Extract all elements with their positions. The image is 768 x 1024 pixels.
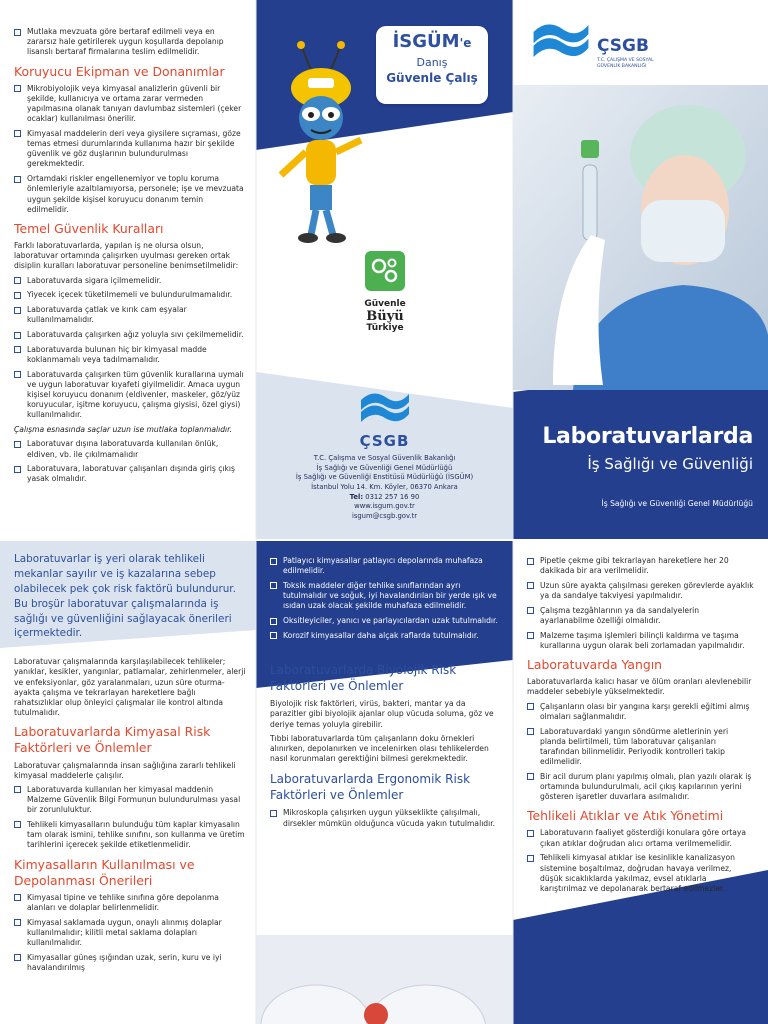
list-item: Kimyasal maddelerin deri veya giysilere sıçraması, göze temas etmesi durumlarında kullanıma hazır bir şekilde güvenlik ve göz duşlarının bulundurulması gerekmektedir. xyxy=(14,129,246,170)
ergo-heading: Laboratuvarlarda Ergonomik Risk Faktörleri ve Önlemler xyxy=(270,772,471,802)
mascot-illustration xyxy=(266,40,376,250)
contact-line: İş Sağlığı ve Güvenliği Enstitüsü Müdürlüğü (İSGÜM) xyxy=(295,473,474,482)
guvenle-line2: Büyü xyxy=(366,308,404,324)
contact-block xyxy=(256,388,513,521)
isgum-line1: Danış xyxy=(416,55,448,69)
bio-heading: Laboratuvarlarda Biyolojik Risk Faktörleri ve Önlemler xyxy=(270,662,457,693)
storage-list xyxy=(270,556,500,641)
cover-title-2: İş Sağlığı ve Güvenliği xyxy=(587,455,753,473)
lab-glassware-photo xyxy=(256,935,513,1024)
tel-label: Tel: xyxy=(349,492,364,501)
tel-value: 0312 257 16 90 xyxy=(365,492,420,501)
list-item: Malzeme taşıma işlemleri bilinçli kaldırma ve taşıma kurallarına uygun olarak beli zorlamadan yapılmalıdır. xyxy=(527,631,755,651)
contact-email[interactable]: isgum@csgb.gov.tr xyxy=(351,511,418,520)
yangin-list xyxy=(527,702,755,803)
kimyasal-list xyxy=(14,785,246,851)
kullanim-list xyxy=(14,893,246,973)
list-item: Oksitleyiciler, yanıcı ve parlayıcılardan uzak tutulmalıdır. xyxy=(270,616,500,626)
ergo-list xyxy=(270,808,500,828)
list-item: Uzun süre ayakta çalışılması gereken görevlerde ayaklık ya da sandalye takviyesi yapılmalıdır. xyxy=(527,581,755,601)
panel-top-left xyxy=(14,27,246,537)
sac-note: Çalışma esnasında saçlar uzun ise mutlaka toplanmalıdır. xyxy=(14,425,233,435)
hazards-paragraph: Laboratuvar çalışmalarında karşılaşılabilecek tehlikeler; yanıklar, kesikler, yangınlar, patlamalar, zehirlenmeler, alerji ve enfeksiyonlar, göz yaralanmaları, uzun süre oturma-ayakta çalışma ve tekrarlayan hareketlere bağlı rahatsızlıklar olup önleyici çalışmalar ile kontrol altında tutulmalıdır. xyxy=(14,657,246,718)
list-item: Kimyasal tipine ve tehlike sınıfına göre depolanma alanları ve dolaplar belirlenmelidir. xyxy=(14,893,246,913)
atik-heading: Tehlikeli Atıklar ve Atık Yönetimi xyxy=(527,808,724,824)
temel-list xyxy=(14,276,246,421)
csgb-logo-name: ÇSGB xyxy=(597,36,649,56)
list-item: Çalışanların olası bir yangına karşı gerekli eğitimi almış olmaları sağlanmalıdır. xyxy=(527,702,755,722)
list-item: Yiyecek içecek tüketilmemeli ve bulundurulmamalıdır. xyxy=(14,290,246,300)
kimyasal-intro: Laboratuvar çalışmalarında insan sağlığına zararlı tehlikeli kimyasal maddelerle çalışılır. xyxy=(14,760,236,780)
list-item: Laboratuvarda çalışırken ağız yoluyla sıvı çekilmemelidir. xyxy=(14,330,246,340)
csgb-logo-ministry: T.C. ÇALIŞMA VE SOSYAL GÜVENLİK BAKANLIĞI xyxy=(597,58,654,69)
koruyucu-list xyxy=(14,84,246,215)
isgum-line2: Güvenle Çalış xyxy=(386,70,478,85)
contact-line: T.C. Çalışma ve Sosyal Güvenlik Bakanlığı xyxy=(313,454,456,462)
panel-bottom-left xyxy=(14,552,246,1024)
yangin-heading: Laboratuvarda Yangın xyxy=(527,657,663,673)
guvenle-buyu-logo xyxy=(350,250,420,334)
intro-paragraph: Laboratuvarlar iş yeri olarak tehlikeli mekanlar sayılır ve iş kazalarına sebep olabilecek pek çok risk faktörü bulundurur. Bu broşür laboratuvar çalışmalarında iş sağlığı ve güvenliğini sağlayacak önerileri içermektedir. xyxy=(14,553,236,640)
contact-line: İş Sağlığı ve Güvenliği Genel Müdürlüğü xyxy=(316,463,453,472)
contact-brand: ÇSGB xyxy=(359,432,410,450)
kimyasal-heading: Laboratuvarlarda Kimyasal Risk Faktörleri ve Önlemler xyxy=(14,724,211,756)
bio-paragraph-2: Tıbbi laboratuvarlarda tüm çalışanların doku örnekleri alınırken, depolanırken ve incelenirken olası tehlikelerden nasıl korunmaları gerektiğini bilmesi gerekmektedir. xyxy=(270,733,489,764)
sac-list xyxy=(14,439,246,484)
intro-bullets xyxy=(14,27,246,58)
list-item: Laboratuvardaki yangın söndürme aletlerinin yeri planda belirtilmeli, tüm laboratuvar çalışanları tarafından bilinmelidir. Periyodik kontrolleri takip edilmelidir. xyxy=(527,727,755,768)
list-item: Laboratuvarda kullanılan her kimyasal maddenin Malzeme Güvenlik Bilgi Formunun bulundurulması yasal bir zorunluluktur. xyxy=(14,785,246,816)
list-item: Patlayıcı kimyasallar patlayıcı depolarında muhafaza edilmelidir. xyxy=(270,556,500,576)
panel-cover xyxy=(513,0,768,540)
list-item: Kimyasallar güneş ışığından uzak, serin, kuru ve iyi havalandırılmış xyxy=(14,953,246,973)
atik-list xyxy=(527,828,755,894)
csgb-wave-icon xyxy=(529,18,593,64)
list-item: Kimyasal saklamada uygun, onaylı alınmış dolaplar kullanılmalıdır; kilitli metal saklama dolapları kullanılmalıdır. xyxy=(14,918,246,949)
list-item: Tehlikeli kimyasal atıklar ise kesinlikle kanalizasyon sistemine boşaltılmaz, doğrudan havaya verilmez, düşük sıcaklıklarda yakılmaz, evsel atıklarla karıştırılmaz ve depolanarak bertaraf edilmezler. xyxy=(527,853,755,894)
cover-subtitle: İş Sağlığı ve Güvenliği Genel Müdürlüğü xyxy=(601,499,753,508)
isgum-logo-text xyxy=(376,32,488,52)
guvenle-line1: Güvenle xyxy=(364,299,406,309)
koruyucu-heading: Koruyucu Ekipman ve Donanımlar xyxy=(14,63,225,79)
temel-heading: Temel Güvenlik Kuralları xyxy=(14,220,164,236)
guvenle-line3: Türkiye xyxy=(366,323,404,334)
isgum-badge xyxy=(376,26,488,104)
bio-paragraph-1: Biyolojik risk faktörleri, virüs, bakteri, mantar ya da parazitler gibi biyolojik ajanlar olup vücuda soluma, göz ve deriye temas yoluyla girebilir. xyxy=(270,699,494,729)
list-item: Laboratuvarın faaliyet gösterdiği konulara göre ortaya çıkan atıklar doğrudan alıcı ortama verilmemelidir. xyxy=(527,828,755,848)
gear-icon xyxy=(364,250,406,292)
panel-top-middle xyxy=(256,0,513,540)
cover-title: Laboratuvarlarda xyxy=(542,424,753,449)
isgum-suffix: 'e xyxy=(459,36,472,50)
csgb-logo-icon xyxy=(357,388,413,428)
kullanim-heading: Kimyasalların Kullanılması ve Depolanması Önerileri xyxy=(14,856,195,888)
list-item: Ortamdaki riskler engellenemiyor ve toplu koruma önlemleriyle azaltılamıyorsa, personele; işe ve mevzuata uygun şekilde kişisel koruyucu donanım temin edilmelidir. xyxy=(14,174,246,215)
contact-line: İstanbul Yolu 14. Km. Köyler, 06370 Ankara xyxy=(311,482,458,491)
isgum-name: İSGÜM xyxy=(392,31,460,52)
list-item: Mutlaka mevzuata göre bertaraf edilmeli veya en zararsız hale getirilerek uygun koşullarda depolanıp lisanslı bertaraf firmalarına teslim edilmelidir. xyxy=(14,27,246,58)
cover-title-block xyxy=(513,424,753,508)
list-item: Laboratuvarda çalışırken tüm güvenlik kurallarına uymalı ve uygun laboratuvar kıyafeti giyilmelidir. Amaca uygun kişisel koruyucu donanım (eldivenler, maskeler, göz/yüz koruyucular, işitme koruyucu, çalışma giysisi, özel giysi) kullanılmalıdır. xyxy=(14,370,246,421)
list-item: Laboratuvar dışına laboratuvarda kullanılan önlük, eldiven, vb. ile çıkılmamalıdır xyxy=(14,439,246,459)
lab-worker-photo xyxy=(513,85,768,390)
list-item: Laboratuvarda bulunan hiç bir kimyasal madde koklanmamalı veya tadılmamalıdır. xyxy=(14,345,246,365)
list-item: Toksik maddeler diğer tehlike sınıflarından ayrı tutulmalıdır ve soğuk, iyi havalandırılan bir yerde ışık ve ısıdan uzak olacak şekilde muhafaza edilmelidir. xyxy=(270,581,500,612)
csgb-logo xyxy=(529,14,669,84)
list-item: Laboratuvarda çatlak ve kırık cam eşyalar kullanılmamalıdır. xyxy=(14,305,246,325)
list-item: Çalışma tezgâhlarının ya da sandalyelerin ayarlanabilme özelliği olmalıdır. xyxy=(527,606,755,626)
list-item: Laboratuvara, laboratuvar çalışanları dışında giriş çıkış yasak olmalıdır. xyxy=(14,464,246,484)
contact-tel xyxy=(256,493,513,503)
list-item: Mikrobiyolojik veya kimyasal analizlerin güvenli bir şekilde, kullanıcıya ve ortama zarar vermeden yapılmasına olanak tanıyan davlumbaz sistemleri (çeker ocaklar) kullanılması önerilir. xyxy=(14,84,246,125)
list-item: Pipetle çekme gibi tekrarlayan hareketlere her 20 dakikada bir ara verilmelidir. xyxy=(527,556,755,576)
temel-intro: Farklı laboratuvarlarda, yapılan iş ne olursa olsun, laboratuvar ortamında çalışırken uyulması gereken ortak disiplin kuralları laboratuvar personeline benimsetilmelidir: xyxy=(14,241,239,271)
panel-bottom-right xyxy=(527,556,755,956)
contact-web[interactable]: www.isgum.gov.tr xyxy=(354,502,415,511)
list-item: Laboratuvarda sigara içilmemelidir. xyxy=(14,276,246,286)
list-item: Bir acil durum planı yapılmış olmalı, plan yazılı olarak iş ortamında bulundurulmalı, acil çıkış kapılarının yerini gösteren işaretler duvarlara asılmalıdır. xyxy=(527,772,755,803)
list-item: Mikroskopla çalışırken uygun yükseklikte çalışılmalı, dirsekler mümkün olduğunca vücuda yakın tutulmalıdır. xyxy=(270,808,500,828)
list-item: Tehlikeli kimyasalların bulunduğu tüm kaplar kimyasalın tam olarak ismini, tehlike sınıfını, son kullanma ve üretim tarihlerini içerecek şekilde etiketlenmelidir. xyxy=(14,820,246,851)
yangin-intro: Laboratuvarlarda kalıcı hasar ve ölüm oranları alevlenebilir maddeler sebebiyle yükselmektedir. xyxy=(527,677,752,697)
ergonomic-list xyxy=(527,556,755,651)
panel-bottom-middle xyxy=(270,556,500,936)
list-item: Korozif kimyasallar daha alçak raflarda tutulmalıdır. xyxy=(270,631,500,641)
